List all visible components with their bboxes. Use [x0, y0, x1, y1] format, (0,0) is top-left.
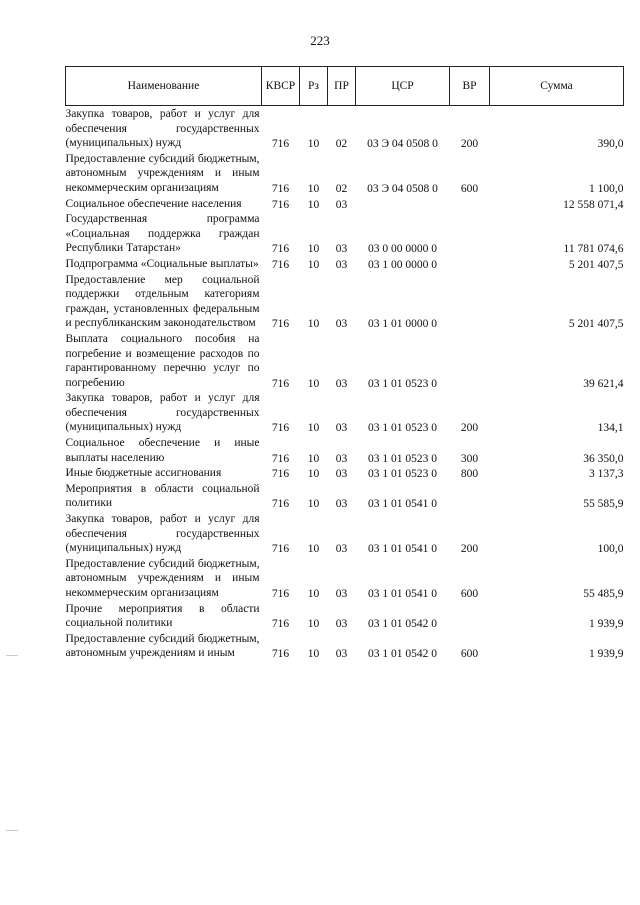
row-name: Прочие мероприятия в области социальной политики	[65, 602, 260, 630]
row-csr: 03 1 01 0541 0	[368, 498, 437, 511]
row-csr: 03 1 01 0542 0	[368, 618, 437, 631]
row-pr: 03	[335, 318, 348, 331]
row-kvsr: 716	[271, 243, 290, 256]
table-row	[66, 436, 624, 466]
row-kvsr: 716	[271, 468, 290, 481]
row-vr	[450, 273, 490, 332]
table-row	[66, 557, 624, 602]
row-rz: 10	[307, 243, 320, 256]
page-number: 223	[310, 33, 330, 48]
row-sum: 100,0	[597, 543, 624, 556]
row-kvsr: 716	[271, 318, 290, 331]
row-csr: 03 Э 04 0508 0	[367, 138, 438, 151]
header-rz: Рз	[300, 67, 328, 106]
table-row	[66, 106, 624, 152]
row-sum: 12 558 071,4	[563, 198, 624, 211]
row-vr: 300	[460, 452, 479, 465]
row-pr: 03	[335, 498, 348, 511]
row-pr: 03	[335, 618, 348, 631]
header-vr: ВР	[450, 67, 490, 106]
row-pr: 03	[335, 543, 348, 556]
row-vr: 800	[460, 468, 479, 481]
row-name: Государственная программа «Социальная поддержка граждан Республики Татарстан»	[65, 213, 260, 255]
row-vr: 200	[460, 138, 479, 151]
row-csr: 03 1 01 0523 0	[368, 452, 437, 465]
row-name: Предоставление мер социальной поддержки отдельным категориям граждан, установленных федеральным и республиканским законодательством	[65, 273, 260, 330]
row-rz: 10	[307, 318, 320, 331]
table-row	[66, 602, 624, 632]
row-kvsr: 716	[271, 422, 290, 435]
row-vr: 600	[460, 588, 479, 600]
row-pr: 03	[335, 648, 348, 661]
row-kvsr: 716	[271, 452, 290, 465]
row-csr: 03 1 01 0000 0	[368, 318, 437, 331]
header-sum: Сумма	[490, 67, 624, 106]
row-csr	[356, 197, 450, 213]
table-row	[66, 391, 624, 436]
row-pr: 03	[335, 588, 348, 600]
row-rz: 10	[307, 618, 320, 631]
row-rz: 10	[307, 182, 320, 195]
row-csr: 03 Э 04 0508 0	[367, 182, 438, 195]
row-rz: 10	[307, 498, 320, 511]
margin-mark	[6, 655, 18, 656]
table-header-row	[66, 67, 624, 106]
row-kvsr: 716	[271, 588, 290, 600]
row-name: Закупка товаров, работ и услуг для обеспечения государственных (муниципальных) нужд	[65, 108, 260, 150]
row-csr: 03 1 01 0523 0	[368, 377, 437, 390]
table-row	[66, 212, 624, 257]
row-sum: 39 621,4	[583, 377, 624, 390]
row-sum: 3 137,3	[589, 468, 624, 481]
row-vr: 200	[460, 543, 479, 556]
row-rz: 10	[307, 198, 320, 211]
row-vr	[450, 332, 490, 391]
row-rz: 10	[307, 258, 320, 271]
row-rz: 10	[307, 422, 320, 435]
table-row	[66, 466, 624, 482]
header-csr: ЦСР	[356, 67, 450, 106]
table-row	[66, 257, 624, 273]
row-rz: 10	[307, 648, 320, 661]
row-name: Выплата социального пособия на погребение и возмещение расходов по гарантированному перечню услуг по погребению	[65, 332, 260, 389]
row-vr: 600	[460, 182, 479, 195]
row-rz: 10	[307, 138, 320, 151]
row-name: Предоставление субсидий бюджетным, автономным учреждениям и иным некоммерческим организациям	[65, 557, 260, 599]
row-pr: 03	[335, 422, 348, 435]
row-csr: 03 0 00 0000 0	[368, 243, 437, 256]
row-name: Иные бюджетные ассигнования	[65, 467, 222, 480]
row-csr: 03 1 01 0542 0	[368, 648, 437, 661]
margin-mark	[6, 830, 18, 831]
row-csr: 03 1 01 0523 0	[368, 422, 437, 435]
row-rz: 10	[307, 468, 320, 481]
row-sum: 390,0	[597, 138, 624, 151]
table-body	[66, 106, 624, 662]
row-name: Предоставление субсидий бюджетным, автономным учреждениям и иным некоммерческим организациям	[65, 152, 260, 194]
row-vr	[450, 482, 490, 512]
row-name: Социальное обеспечение и иные выплаты населению	[65, 437, 260, 464]
row-sum: 1 100,0	[589, 182, 624, 195]
row-sum: 5 201 407,5	[568, 258, 624, 271]
row-kvsr: 716	[271, 618, 290, 631]
header-pr: ПР	[328, 67, 356, 106]
table-row	[66, 273, 624, 332]
row-csr: 03 1 01 0541 0	[368, 543, 437, 556]
row-sum: 11 781 074,6	[563, 243, 624, 256]
row-rz: 10	[307, 377, 320, 390]
table-row	[66, 632, 624, 662]
row-pr: 03	[335, 377, 348, 390]
row-name: Социальное обеспечение населения	[65, 197, 242, 210]
table-row	[66, 512, 624, 557]
header-kvsr: КВСР	[262, 67, 300, 106]
row-sum: 1 939,9	[589, 648, 624, 661]
row-sum: 55 585,9	[583, 498, 624, 511]
row-sum: 55 485,9	[583, 588, 624, 600]
row-rz: 10	[307, 588, 320, 600]
row-kvsr: 716	[271, 198, 290, 211]
row-kvsr: 716	[271, 543, 290, 556]
row-sum: 1 939,9	[589, 618, 624, 631]
row-csr: 03 1 01 0523 0	[368, 468, 437, 481]
row-vr: 200	[460, 422, 479, 435]
table-row	[66, 332, 624, 391]
row-kvsr: 716	[271, 182, 290, 195]
row-sum: 5 201 407,5	[568, 318, 624, 331]
row-pr: 03	[335, 452, 348, 465]
row-rz: 10	[307, 543, 320, 556]
row-name: Подпрограмма «Социальные выплаты»	[65, 257, 259, 270]
table-row	[66, 152, 624, 197]
row-pr: 03	[335, 243, 348, 256]
row-name: Мероприятия в области социальной политики	[65, 482, 260, 510]
row-csr: 03 1 01 0541 0	[368, 588, 437, 600]
row-pr: 02	[335, 182, 348, 195]
budget-table	[65, 66, 624, 662]
row-kvsr: 716	[271, 648, 290, 661]
row-kvsr: 716	[271, 138, 290, 151]
header-name: Наименование	[66, 67, 262, 106]
row-kvsr: 716	[271, 258, 290, 271]
row-name: Предоставление субсидий бюджетным, автономным учреждениям и иным	[65, 632, 260, 660]
row-vr	[450, 257, 490, 273]
row-vr: 600	[460, 648, 479, 661]
table-row	[66, 197, 624, 213]
row-pr: 03	[335, 258, 348, 271]
row-vr	[450, 197, 490, 213]
row-csr: 03 1 00 0000 0	[368, 258, 437, 271]
row-pr: 02	[335, 138, 348, 151]
row-pr: 03	[335, 198, 348, 211]
row-name: Закупка товаров, работ и услуг для обеспечения государственных (муниципальных) нужд	[65, 513, 260, 555]
row-rz: 10	[307, 452, 320, 465]
row-pr: 03	[335, 468, 348, 481]
row-sum: 36 350,0	[583, 452, 624, 465]
row-kvsr: 716	[271, 377, 290, 390]
row-vr	[450, 212, 490, 257]
row-vr	[450, 602, 490, 632]
row-kvsr: 716	[271, 498, 290, 511]
table-row	[66, 482, 624, 512]
row-sum: 134,1	[597, 422, 624, 435]
row-name: Закупка товаров, работ и услуг для обеспечения государственных (муниципальных) нужд	[65, 392, 260, 434]
